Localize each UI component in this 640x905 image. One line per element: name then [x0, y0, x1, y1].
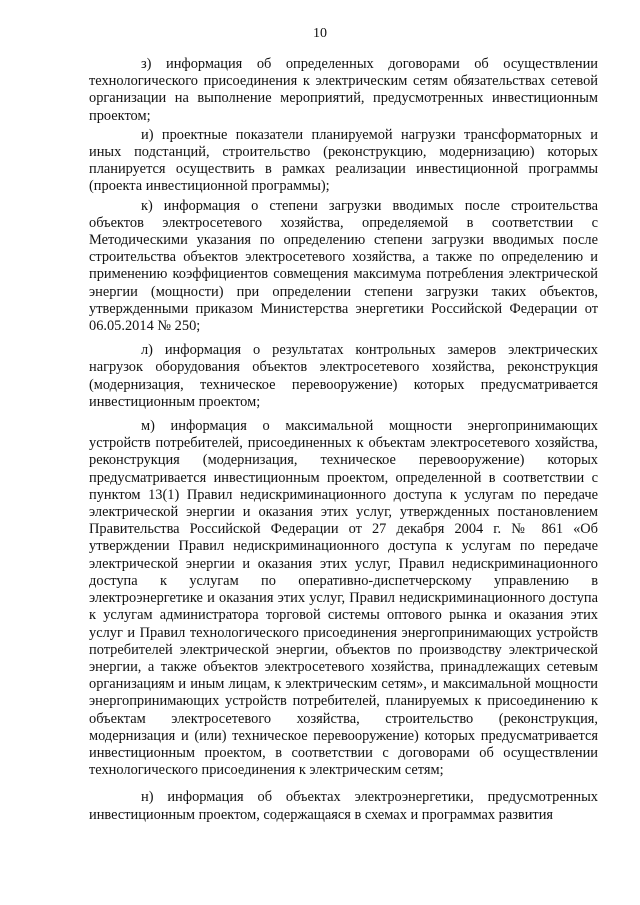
paragraph-k: к) информация о степени загрузки вводимых после строительства объектов электросетевого хозяйства, определяемой в соответствии с Методическими указания по определению степени загрузки вводимых после строительства объектов электросетевого хозяйства, а также по определению и применению коэффициентов совмещения максимума потребления электрической энергии (мощности) при определении степени загрузки таких объектов, утвержденными приказом Министерства энергетики Российской Федерации от 06.05.2014 № 250;	[89, 197, 598, 335]
paragraph-l: л) информация о результатах контрольных замеров электрических нагрузок оборудования объектов электросетевого хозяйства, реконструкция (модернизация, техническое перевооружение) которых предусматривается инвестиционным проектом;	[89, 342, 598, 410]
paragraph-m: м) информация о максимальной мощности энергопринимающих устройств потребителей, присоединенных к объектам электросетевого хозяйства, реконструкция (модернизация, техническое перевооружение) которых предусматривается инвестиционным проектом, определенной в соответствии с пунктом 13(1) Правил недискриминационного доступа к услугам по передаче электрической энергии и оказания этих услуг, утвержденных постановлением Правительства Российской Федерации от 27 декабря 2004 г. № 861 «Об утверждении Правил недискриминационного доступа к услугам по передаче электрической энергии и оказания этих услуг, Правил недискриминационного доступа к услугам по оперативно-диспетчерскому управлению в электроэнергетике и оказания этих услуг, Правил недискриминационного доступа к услугам администратора торговой системы оптового рынка и оказания этих услуг и Правил технологического присоединения энергопринимающих устройств потребителей электрической энергии, объектов по производству электрической энергии, а также объектов электросетевого хозяйства, принадлежащих сетевым организациям и иным лицам, к электрическим сетям», и максимальной мощности энергопринимающих устройств потребителей, планируемых к присоединению к объектам электросетевого хозяйства, строительство (реконструкция, модернизация и (или) техническое перевооружение) которых предусматривается инвестиционным проектом, в соответствии с договорами об осуществлении технологического присоединения к электрическим сетям;	[89, 418, 598, 779]
document-body	[89, 56, 598, 826]
paragraph-z: з) информация об определенных договорами об осуществлении технологического присоединения к электрическим сетям обязательствах сетевой организации на выполнение мероприятий, предусмотренных инвестиционным проектом;	[89, 56, 598, 124]
page-number: 10	[313, 26, 327, 41]
paragraph-i: и) проектные показатели планируемой нагрузки трансформаторных и иных подстанций, строительство (реконструкцию, модернизацию) которых планируется осуществить в рамках реализации инвестиционной программы (проекта инвестиционной программы);	[89, 126, 598, 195]
paragraph-n: н) информация об объектах электроэнергетики, предусмотренных инвестиционным проектом, содержащаяся в схемах и программах развития	[89, 789, 598, 823]
